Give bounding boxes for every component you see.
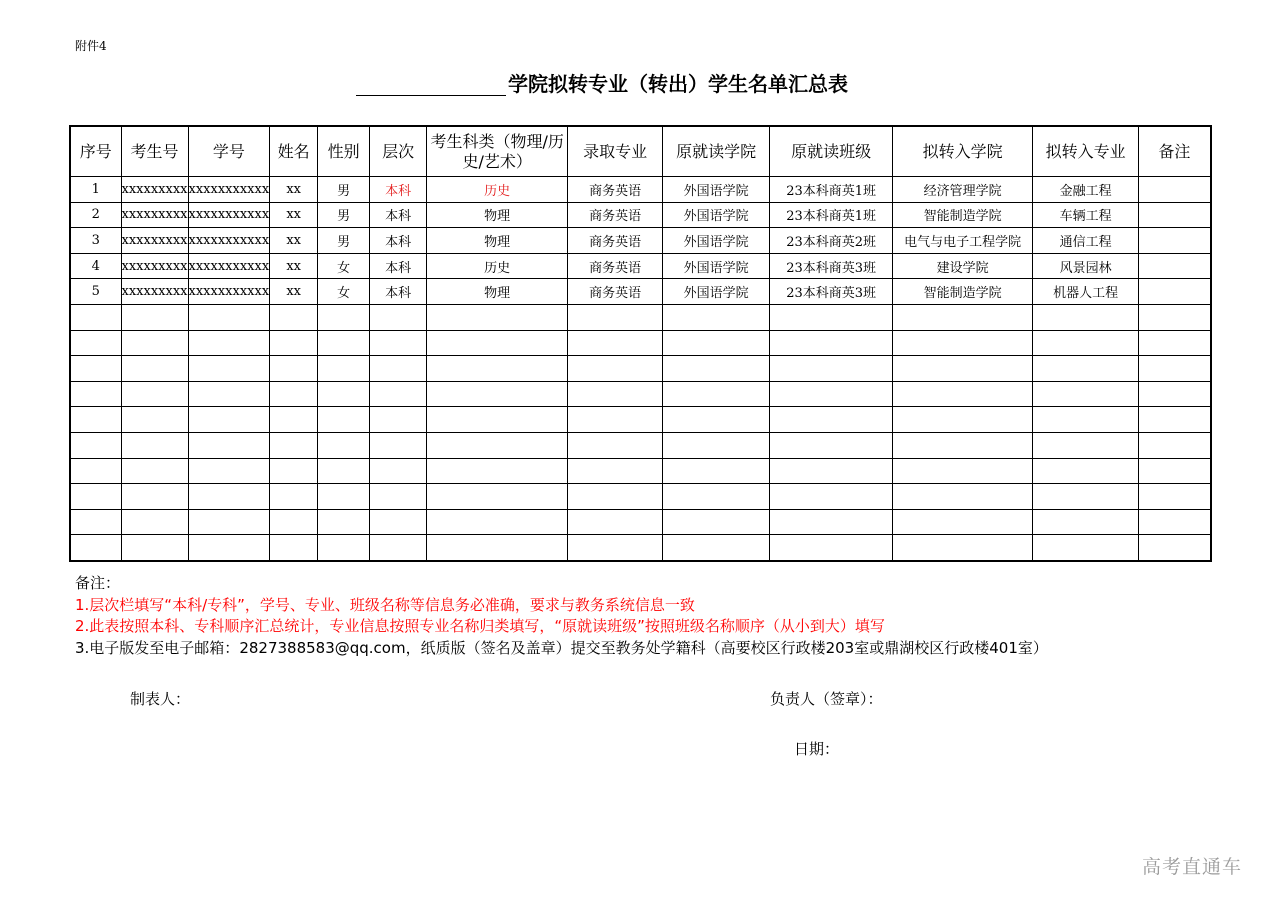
cell-admitted-major-empty: [568, 304, 663, 330]
header-subject: 考生科类（物理/历史/艺术）: [427, 126, 568, 177]
cell-admitted-major-empty: [568, 484, 663, 510]
cell-target-college: 建设学院: [893, 253, 1033, 279]
cell-name: xx: [270, 177, 318, 203]
cell-name-empty: [270, 330, 318, 356]
cell-admitted-major-empty: [568, 356, 663, 382]
cell-remark-empty: [1139, 432, 1211, 458]
cell-admitted-major-empty: [568, 458, 663, 484]
cell-name-empty: [270, 407, 318, 433]
header-no: 序号: [70, 126, 121, 177]
cell-target-major-empty: [1033, 304, 1139, 330]
cell-no-empty: [70, 432, 121, 458]
notes-heading: 备注：: [75, 574, 121, 592]
cell-remark: [1139, 279, 1211, 305]
cell-student-no-empty: [188, 458, 270, 484]
cell-no-empty: [70, 356, 121, 382]
cell-no: 3: [70, 228, 121, 254]
cell-target-college-empty: [893, 356, 1033, 382]
cell-admitted-major: 商务英语: [568, 202, 663, 228]
empty-table-row: [70, 535, 1211, 561]
cell-target-major-empty: [1033, 432, 1139, 458]
date-label: 日期：: [794, 740, 840, 758]
cell-student-no-empty: [188, 432, 270, 458]
cell-gender-empty: [318, 381, 370, 407]
cell-remark-empty: [1139, 484, 1211, 510]
cell-target-college-empty: [893, 432, 1033, 458]
cell-level: 本科: [370, 228, 427, 254]
cell-admitted-major: 商务英语: [568, 279, 663, 305]
cell-student-no-empty: [188, 381, 270, 407]
cell-orig-college-empty: [663, 509, 770, 535]
cell-student-no: xxxxxxxxxxx: [188, 177, 270, 203]
cell-exam-no-empty: [121, 484, 188, 510]
cell-level-empty: [370, 484, 427, 510]
cell-exam-no: xxxxxxxxx: [121, 177, 188, 203]
cell-target-college-empty: [893, 407, 1033, 433]
cell-subject-empty: [427, 304, 568, 330]
cell-student-no-empty: [188, 484, 270, 510]
table-row: [70, 253, 1211, 279]
table-row: [70, 177, 1211, 203]
cell-subject: 物理: [427, 202, 568, 228]
cell-target-college-empty: [893, 381, 1033, 407]
cell-student-no: xxxxxxxxxxx: [188, 279, 270, 305]
cell-orig-class: 23本科商英3班: [770, 279, 893, 305]
empty-table-row: [70, 509, 1211, 535]
cell-student-no-empty: [188, 509, 270, 535]
cell-student-no-empty: [188, 535, 270, 561]
cell-orig-college-empty: [663, 356, 770, 382]
header-name: 姓名: [270, 126, 318, 177]
cell-remark-empty: [1139, 509, 1211, 535]
table-row: [70, 202, 1211, 228]
cell-level-empty: [370, 458, 427, 484]
attachment-label: 附件4: [75, 39, 107, 53]
cell-exam-no-empty: [121, 432, 188, 458]
cell-name-empty: [270, 484, 318, 510]
cell-orig-class: 23本科商英2班: [770, 228, 893, 254]
header-target-major: 拟转入专业: [1033, 126, 1139, 177]
student-list-table: [69, 125, 1212, 562]
cell-orig-college-empty: [663, 432, 770, 458]
empty-table-row: [70, 484, 1211, 510]
table-row: [70, 279, 1211, 305]
cell-subject: 物理: [427, 228, 568, 254]
cell-name: xx: [270, 279, 318, 305]
table-header-row: [70, 126, 1211, 177]
cell-gender: 女: [318, 279, 370, 305]
cell-remark-empty: [1139, 535, 1211, 561]
note-item-1: 1.层次栏填写“本科/专科”，学号、专业、班级名称等信息务必准确，要求与教务系统信息一致: [75, 595, 695, 614]
cell-student-no-empty: [188, 330, 270, 356]
cell-subject-empty: [427, 381, 568, 407]
header-target-college: 拟转入学院: [893, 126, 1033, 177]
watermark-text: 高考直通车: [1142, 856, 1243, 878]
cell-target-college-empty: [893, 535, 1033, 561]
header-level: 层次: [370, 126, 427, 177]
college-name-blank: [356, 71, 506, 96]
cell-level: 本科: [370, 253, 427, 279]
cell-admitted-major-empty: [568, 407, 663, 433]
cell-target-college: 智能制造学院: [893, 202, 1033, 228]
cell-orig-college-empty: [663, 458, 770, 484]
cell-subject-empty: [427, 535, 568, 561]
cell-no-empty: [70, 484, 121, 510]
cell-gender: 男: [318, 177, 370, 203]
cell-orig-college-empty: [663, 484, 770, 510]
cell-no: 5: [70, 279, 121, 305]
empty-table-row: [70, 356, 1211, 382]
cell-target-college: 智能制造学院: [893, 279, 1033, 305]
header-orig-college: 原就读学院: [663, 126, 770, 177]
cell-subject-empty: [427, 432, 568, 458]
cell-level: 本科: [370, 202, 427, 228]
cell-no-empty: [70, 304, 121, 330]
cell-target-major-empty: [1033, 381, 1139, 407]
cell-orig-college: 外国语学院: [663, 177, 770, 203]
cell-exam-no-empty: [121, 407, 188, 433]
cell-remark-empty: [1139, 407, 1211, 433]
cell-gender-empty: [318, 407, 370, 433]
cell-target-major-empty: [1033, 509, 1139, 535]
cell-orig-college-empty: [663, 304, 770, 330]
cell-remark-empty: [1139, 330, 1211, 356]
cell-name-empty: [270, 458, 318, 484]
cell-orig-college: 外国语学院: [663, 253, 770, 279]
responsible-label: 负责人（签章）：: [770, 690, 883, 708]
cell-level-empty: [370, 381, 427, 407]
cell-subject-empty: [427, 407, 568, 433]
cell-level-empty: [370, 356, 427, 382]
cell-student-no: xxxxxxxxxxx: [188, 253, 270, 279]
cell-orig-class-empty: [770, 432, 893, 458]
cell-subject-empty: [427, 484, 568, 510]
cell-gender: 男: [318, 202, 370, 228]
cell-name-empty: [270, 509, 318, 535]
cell-exam-no-empty: [121, 330, 188, 356]
cell-remark: [1139, 177, 1211, 203]
cell-gender-empty: [318, 509, 370, 535]
cell-student-no-empty: [188, 356, 270, 382]
cell-no-empty: [70, 381, 121, 407]
cell-name: xx: [270, 253, 318, 279]
cell-orig-class-empty: [770, 407, 893, 433]
cell-orig-class-empty: [770, 330, 893, 356]
empty-table-row: [70, 381, 1211, 407]
notes-section: [75, 573, 1048, 659]
cell-exam-no-empty: [121, 535, 188, 561]
header-remark: 备注: [1139, 126, 1211, 177]
cell-subject: 物理: [427, 279, 568, 305]
cell-admitted-major: 商务英语: [568, 177, 663, 203]
cell-remark: [1139, 202, 1211, 228]
cell-student-no-empty: [188, 304, 270, 330]
cell-target-major: 通信工程: [1033, 228, 1139, 254]
note-item-2: 2.此表按照本科、专科顺序汇总统计，专业信息按照专业名称归类填写，“原就读班级”按照班级名称顺序（从小到大）填写: [75, 617, 885, 635]
cell-name: xx: [270, 202, 318, 228]
cell-exam-no-empty: [121, 381, 188, 407]
empty-table-row: [70, 330, 1211, 356]
cell-no-empty: [70, 407, 121, 433]
header-exam-no: 考生号: [121, 126, 188, 177]
cell-target-major: 风景园林: [1033, 253, 1139, 279]
cell-orig-class: 23本科商英3班: [770, 253, 893, 279]
cell-target-college-empty: [893, 330, 1033, 356]
cell-name-empty: [270, 304, 318, 330]
cell-orig-class: 23本科商英1班: [770, 177, 893, 203]
cell-target-college: 经济管理学院: [893, 177, 1033, 203]
cell-gender-empty: [318, 330, 370, 356]
note-item-3: 3.电子版发至电子邮箱：2827388583@qq.com，纸质版（签名及盖章）提交至教务处学籍科（高要校区行政楼203室或鼎湖校区行政楼401室）: [75, 638, 1048, 657]
cell-orig-college-empty: [663, 330, 770, 356]
cell-level-empty: [370, 509, 427, 535]
cell-gender: 女: [318, 253, 370, 279]
cell-orig-college-empty: [663, 381, 770, 407]
cell-subject-empty: [427, 356, 568, 382]
header-admitted-major: 录取专业: [568, 126, 663, 177]
cell-name-empty: [270, 535, 318, 561]
cell-level-empty: [370, 304, 427, 330]
cell-gender-empty: [318, 535, 370, 561]
cell-remark: [1139, 228, 1211, 254]
cell-target-major-empty: [1033, 407, 1139, 433]
cell-admitted-major: 商务英语: [568, 228, 663, 254]
cell-target-major: 金融工程: [1033, 177, 1139, 203]
cell-subject: 历史: [427, 253, 568, 279]
empty-table-row: [70, 458, 1211, 484]
cell-level: 本科: [370, 177, 427, 203]
cell-exam-no: xxxxxxxxx: [121, 253, 188, 279]
cell-target-major: 车辆工程: [1033, 202, 1139, 228]
cell-admitted-major-empty: [568, 432, 663, 458]
cell-orig-class-empty: [770, 458, 893, 484]
cell-orig-college-empty: [663, 535, 770, 561]
header-orig-class: 原就读班级: [770, 126, 893, 177]
cell-gender-empty: [318, 484, 370, 510]
cell-remark-empty: [1139, 381, 1211, 407]
cell-no-empty: [70, 509, 121, 535]
cell-name-empty: [270, 432, 318, 458]
cell-remark: [1139, 253, 1211, 279]
cell-admitted-major: 商务英语: [568, 253, 663, 279]
cell-orig-college-empty: [663, 407, 770, 433]
cell-gender-empty: [318, 458, 370, 484]
cell-no: 1: [70, 177, 121, 203]
cell-remark-empty: [1139, 304, 1211, 330]
cell-level-empty: [370, 330, 427, 356]
cell-orig-class-empty: [770, 381, 893, 407]
cell-subject: 历史: [427, 177, 568, 203]
cell-admitted-major-empty: [568, 509, 663, 535]
cell-exam-no-empty: [121, 356, 188, 382]
header-student-no: 学号: [188, 126, 270, 177]
cell-target-college-empty: [893, 509, 1033, 535]
cell-name-empty: [270, 381, 318, 407]
cell-admitted-major-empty: [568, 381, 663, 407]
empty-table-row: [70, 432, 1211, 458]
cell-remark-empty: [1139, 356, 1211, 382]
cell-name: xx: [270, 228, 318, 254]
header-gender: 性别: [318, 126, 370, 177]
cell-target-major-empty: [1033, 458, 1139, 484]
empty-table-row: [70, 407, 1211, 433]
cell-orig-class-empty: [770, 509, 893, 535]
cell-no: 2: [70, 202, 121, 228]
cell-exam-no: xxxxxxxxx: [121, 228, 188, 254]
cell-gender-empty: [318, 432, 370, 458]
cell-orig-class-empty: [770, 484, 893, 510]
cell-gender: 男: [318, 228, 370, 254]
cell-exam-no: xxxxxxxxx: [121, 279, 188, 305]
cell-gender-empty: [318, 304, 370, 330]
cell-name-empty: [270, 356, 318, 382]
cell-level-empty: [370, 407, 427, 433]
cell-target-college: 电气与电子工程学院: [893, 228, 1033, 254]
cell-gender-empty: [318, 356, 370, 382]
cell-admitted-major-empty: [568, 535, 663, 561]
cell-level: 本科: [370, 279, 427, 305]
cell-target-major-empty: [1033, 330, 1139, 356]
cell-level-empty: [370, 535, 427, 561]
cell-exam-no: xxxxxxxxx: [121, 202, 188, 228]
page-title: 学院拟转专业（转出）学生名单汇总表: [508, 72, 848, 96]
cell-student-no-empty: [188, 407, 270, 433]
cell-orig-class-empty: [770, 535, 893, 561]
cell-student-no: xxxxxxxxxxx: [188, 202, 270, 228]
cell-level-empty: [370, 432, 427, 458]
cell-orig-class-empty: [770, 304, 893, 330]
cell-no: 4: [70, 253, 121, 279]
preparer-label: 制表人：: [130, 690, 191, 708]
cell-exam-no-empty: [121, 509, 188, 535]
cell-no-empty: [70, 330, 121, 356]
cell-target-college-empty: [893, 484, 1033, 510]
cell-orig-class-empty: [770, 356, 893, 382]
cell-admitted-major-empty: [568, 330, 663, 356]
cell-exam-no-empty: [121, 304, 188, 330]
cell-subject-empty: [427, 458, 568, 484]
cell-no-empty: [70, 458, 121, 484]
cell-target-college-empty: [893, 458, 1033, 484]
cell-subject-empty: [427, 509, 568, 535]
cell-orig-class: 23本科商英1班: [770, 202, 893, 228]
cell-exam-no-empty: [121, 458, 188, 484]
cell-orig-college: 外国语学院: [663, 228, 770, 254]
cell-target-college-empty: [893, 304, 1033, 330]
cell-student-no: xxxxxxxxxxx: [188, 228, 270, 254]
cell-target-major-empty: [1033, 484, 1139, 510]
title-block: [356, 66, 848, 96]
cell-no-empty: [70, 535, 121, 561]
cell-orig-college: 外国语学院: [663, 279, 770, 305]
empty-table-row: [70, 304, 1211, 330]
cell-target-major-empty: [1033, 356, 1139, 382]
table-row: [70, 228, 1211, 254]
cell-target-major: 机器人工程: [1033, 279, 1139, 305]
cell-target-major-empty: [1033, 535, 1139, 561]
cell-remark-empty: [1139, 458, 1211, 484]
cell-subject-empty: [427, 330, 568, 356]
cell-orig-college: 外国语学院: [663, 202, 770, 228]
